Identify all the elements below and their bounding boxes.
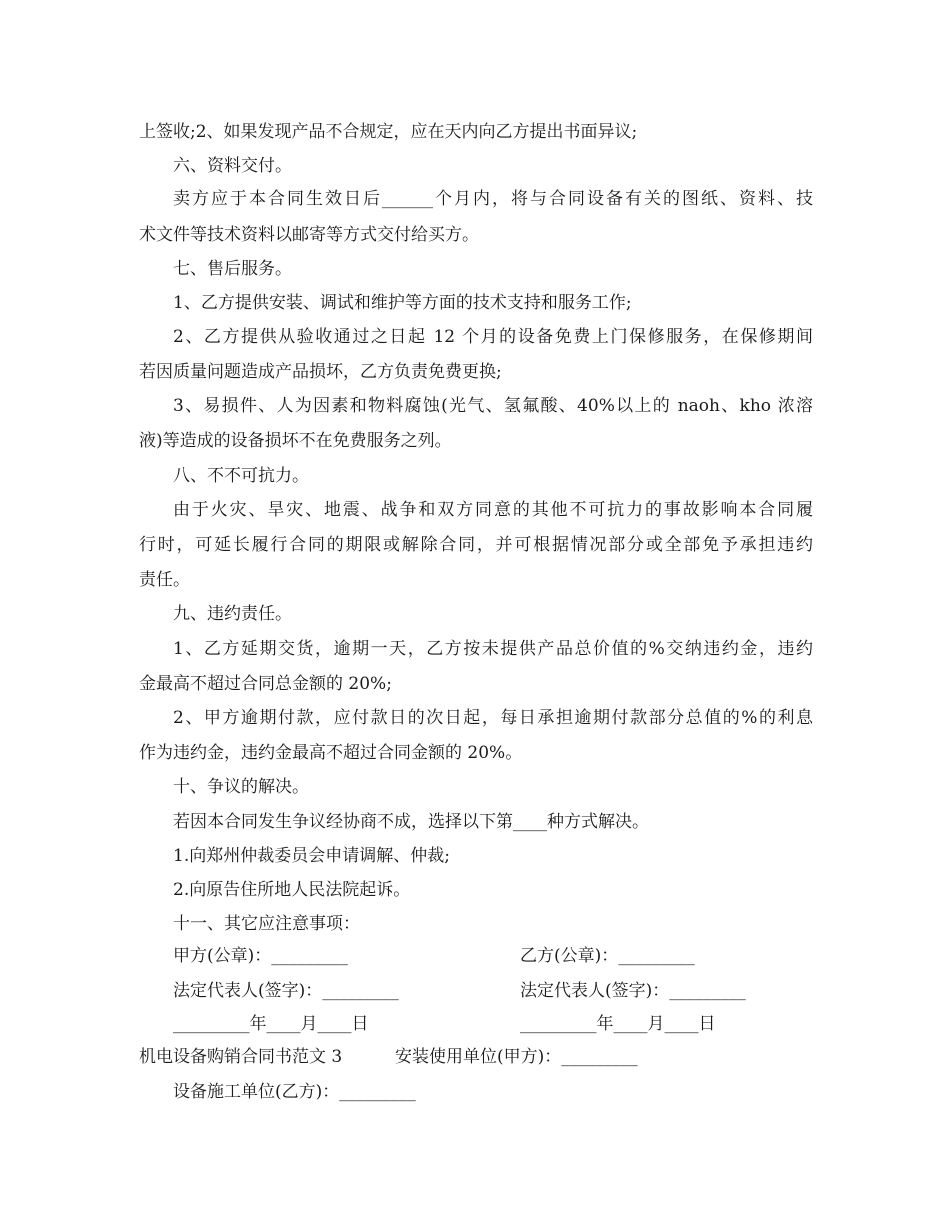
paragraph-line: 术文件等技术资料以邮寄等方式交付给买方。 [139, 225, 479, 245]
paragraph-line: 若因本合同发生争议经协商不成，选择以下第____种方式解决。 [173, 812, 649, 832]
section-heading: 七、售后服务。 [173, 259, 292, 279]
paragraph-line: 作为违约金，违约金最高不超过合同金额的 20%。 [139, 743, 523, 763]
section-heading: 八、不不可抗力。 [173, 466, 309, 486]
paragraph-line: 液)等造成的设备损坏不在免费服务之列。 [139, 431, 452, 451]
paragraph-line: 责任。 [139, 570, 190, 590]
install-unit-field: 安装使用单位(甲方)：_________ [395, 1047, 638, 1067]
paragraph-line: 由于火灾、旱灾、地震、战争和双方同意的其他不可抗力的事故影响本合同履 [173, 500, 813, 520]
next-document-title: 机电设备购销合同书范文 3 [139, 1047, 343, 1067]
party-a-seal-field: 甲方(公章)：_________ [173, 946, 348, 966]
party-b-date-field: _________年____月____日 [520, 1014, 716, 1034]
paragraph-line: 上签收;2、如果发现产品不合规定，应在天内向乙方提出书面异议; [139, 122, 638, 142]
section-heading: 十一、其它应注意事项： [173, 914, 360, 934]
section-heading: 六、资料交付。 [173, 156, 292, 176]
paragraph-line: 若因质量问题造成产品损坏，乙方负责免费更换; [139, 362, 502, 382]
paragraph-line: 3、易损件、人为因素和物料腐蚀(光气、氢氟酸、40%以上的 naoh、kho 浓溶 [173, 396, 813, 416]
paragraph-line: 2、乙方提供从验收通过之日起 12 个月的设备免费上门保修服务，在保修期间 [173, 327, 813, 347]
paragraph-line: 1、乙方提供安装、调试和维护等方面的技术支持和服务工作; [173, 293, 632, 313]
party-a-representative-field: 法定代表人(签字)：_________ [173, 981, 399, 1001]
party-a-date-field: _________年____月____日 [173, 1014, 369, 1034]
party-b-seal-field: 乙方(公章)：_________ [520, 946, 695, 966]
paragraph-line: 2.向原告住所地人民法院起诉。 [173, 880, 411, 900]
section-heading: 九、违约责任。 [173, 604, 292, 624]
paragraph-line: 1、乙方延期交货，逾期一天，乙方按未提供产品总价值的%交纳违约金，违约 [173, 639, 813, 659]
paragraph-line: 2、甲方逾期付款，应付款日的次日起，每日承担逾期付款部分总值的%的利息 [173, 708, 813, 728]
paragraph-line: 金最高不超过合同总金额的 20%; [139, 674, 392, 694]
construction-unit-field: 设备施工单位(乙方)：_________ [173, 1082, 416, 1102]
paragraph-line: 行时，可延长履行合同的期限或解除合同，并可根据情况部分或全部免予承担违约 [139, 535, 813, 555]
paragraph-line: 1.向郑州仲裁委员会申请调解、仲裁; [173, 846, 450, 866]
party-b-representative-field: 法定代表人(签字)：_________ [520, 981, 746, 1001]
section-heading: 十、争议的解决。 [173, 777, 309, 797]
paragraph-line: 卖方应于本合同生效日后______个月内，将与合同设备有关的图纸、资料、技 [173, 189, 813, 209]
